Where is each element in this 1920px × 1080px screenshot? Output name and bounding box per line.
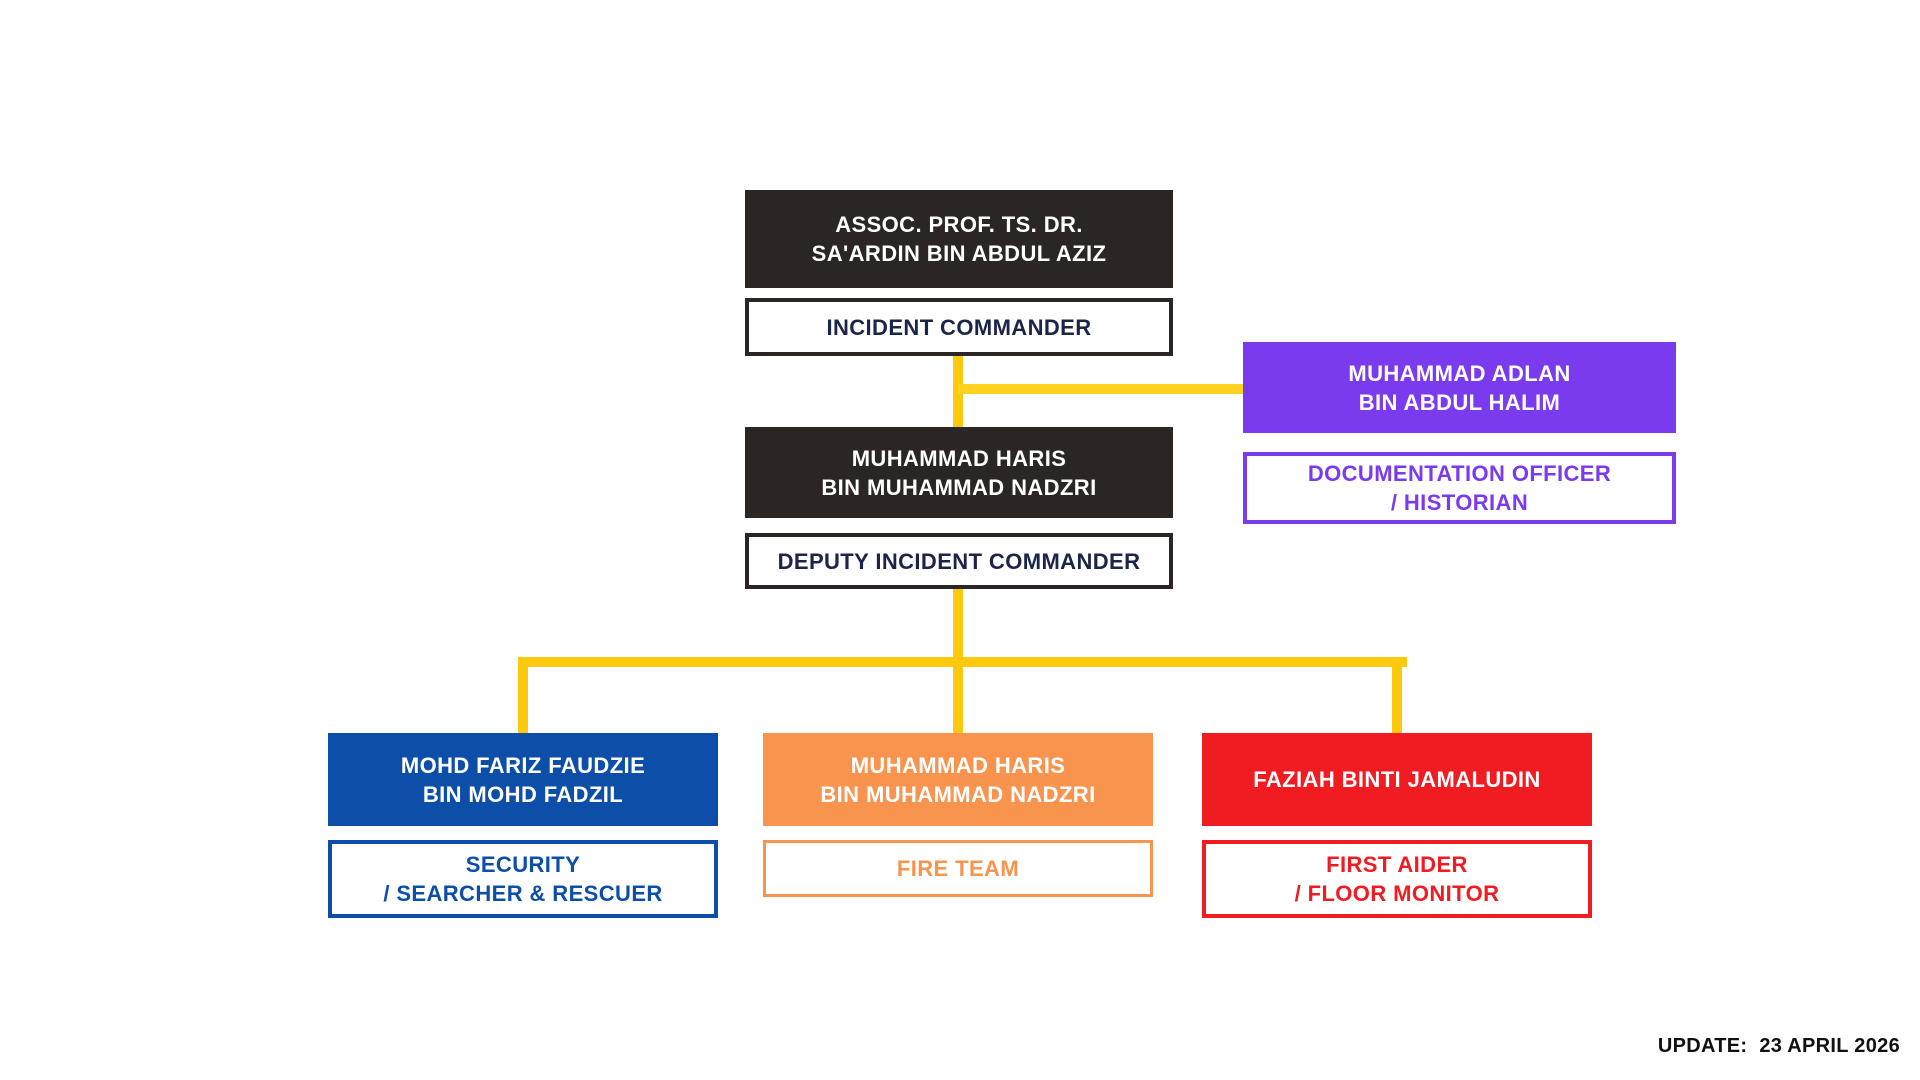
- first-aider-role-line1: FIRST AIDER: [1326, 852, 1468, 877]
- fire-team-name-line2: BIN MUHAMMAD NADZRI: [820, 781, 1096, 807]
- update-note: [1658, 1035, 1900, 1058]
- connector-teams-horizontal: [518, 657, 1407, 667]
- documentation-officer-name-line1: MUHAMMAD ADLAN: [1348, 360, 1571, 386]
- fire-team-role-label: FIRE TEAM: [896, 856, 1020, 881]
- incident-commander-role-label: INCIDENT COMMANDER: [826, 314, 1092, 340]
- security-name-box: [328, 733, 718, 826]
- update-label: UPDATE:: [1657, 1035, 1748, 1057]
- connector-drop-security: [518, 657, 528, 733]
- documentation-officer-role-line1: DOCUMENTATION OFFICER: [1307, 461, 1612, 486]
- fire-team-name-line1: MUHAMMAD HARIS: [850, 752, 1066, 778]
- documentation-officer-role-box: [1243, 452, 1676, 524]
- first-aider-name-line1: FAZIAH BINTI JAMALUDIN: [1253, 767, 1541, 792]
- first-aider-name-box: [1202, 733, 1592, 826]
- update-date: 23 APRIL 2026: [1759, 1035, 1900, 1057]
- security-role-line2: / SEARCHER & RESCUER: [383, 881, 663, 906]
- security-name-line2: BIN MOHD FADZIL: [422, 781, 624, 807]
- security-role-box: [328, 840, 718, 918]
- documentation-officer-role-line2: / HISTORIAN: [1390, 490, 1529, 515]
- deputy-commander-role-box: [745, 533, 1173, 589]
- documentation-officer-name-line2: BIN ABDUL HALIM: [1358, 389, 1561, 415]
- fire-team-name-box: [763, 733, 1153, 826]
- incident-commander-role-box: [745, 298, 1173, 356]
- deputy-commander-name-line1: MUHAMMAD HARIS: [851, 445, 1067, 471]
- security-name-line1: MOHD FARIZ FAUDZIE: [400, 752, 646, 778]
- incident-commander-name-line2: SA'ARDIN BIN ABDUL AZIZ: [811, 241, 1107, 266]
- security-role-line1: SECURITY: [465, 852, 581, 877]
- deputy-commander-name-line2: BIN MUHAMMAD NADZRI: [821, 474, 1097, 500]
- connector-to-documentation-officer: [958, 384, 1243, 394]
- first-aider-role-box: [1202, 840, 1592, 918]
- incident-commander-name-line1: ASSOC. PROF. TS. DR.: [835, 212, 1083, 237]
- incident-commander-name-box: [745, 190, 1173, 288]
- connector-drop-firstaid: [1392, 657, 1402, 733]
- fire-team-role-box: [763, 840, 1153, 897]
- deputy-commander-name-box: [745, 427, 1173, 518]
- first-aider-role-line2: / FLOOR MONITOR: [1294, 881, 1500, 906]
- documentation-officer-name-box: [1243, 342, 1676, 433]
- deputy-commander-role-label: DEPUTY INCIDENT COMMANDER: [777, 548, 1141, 574]
